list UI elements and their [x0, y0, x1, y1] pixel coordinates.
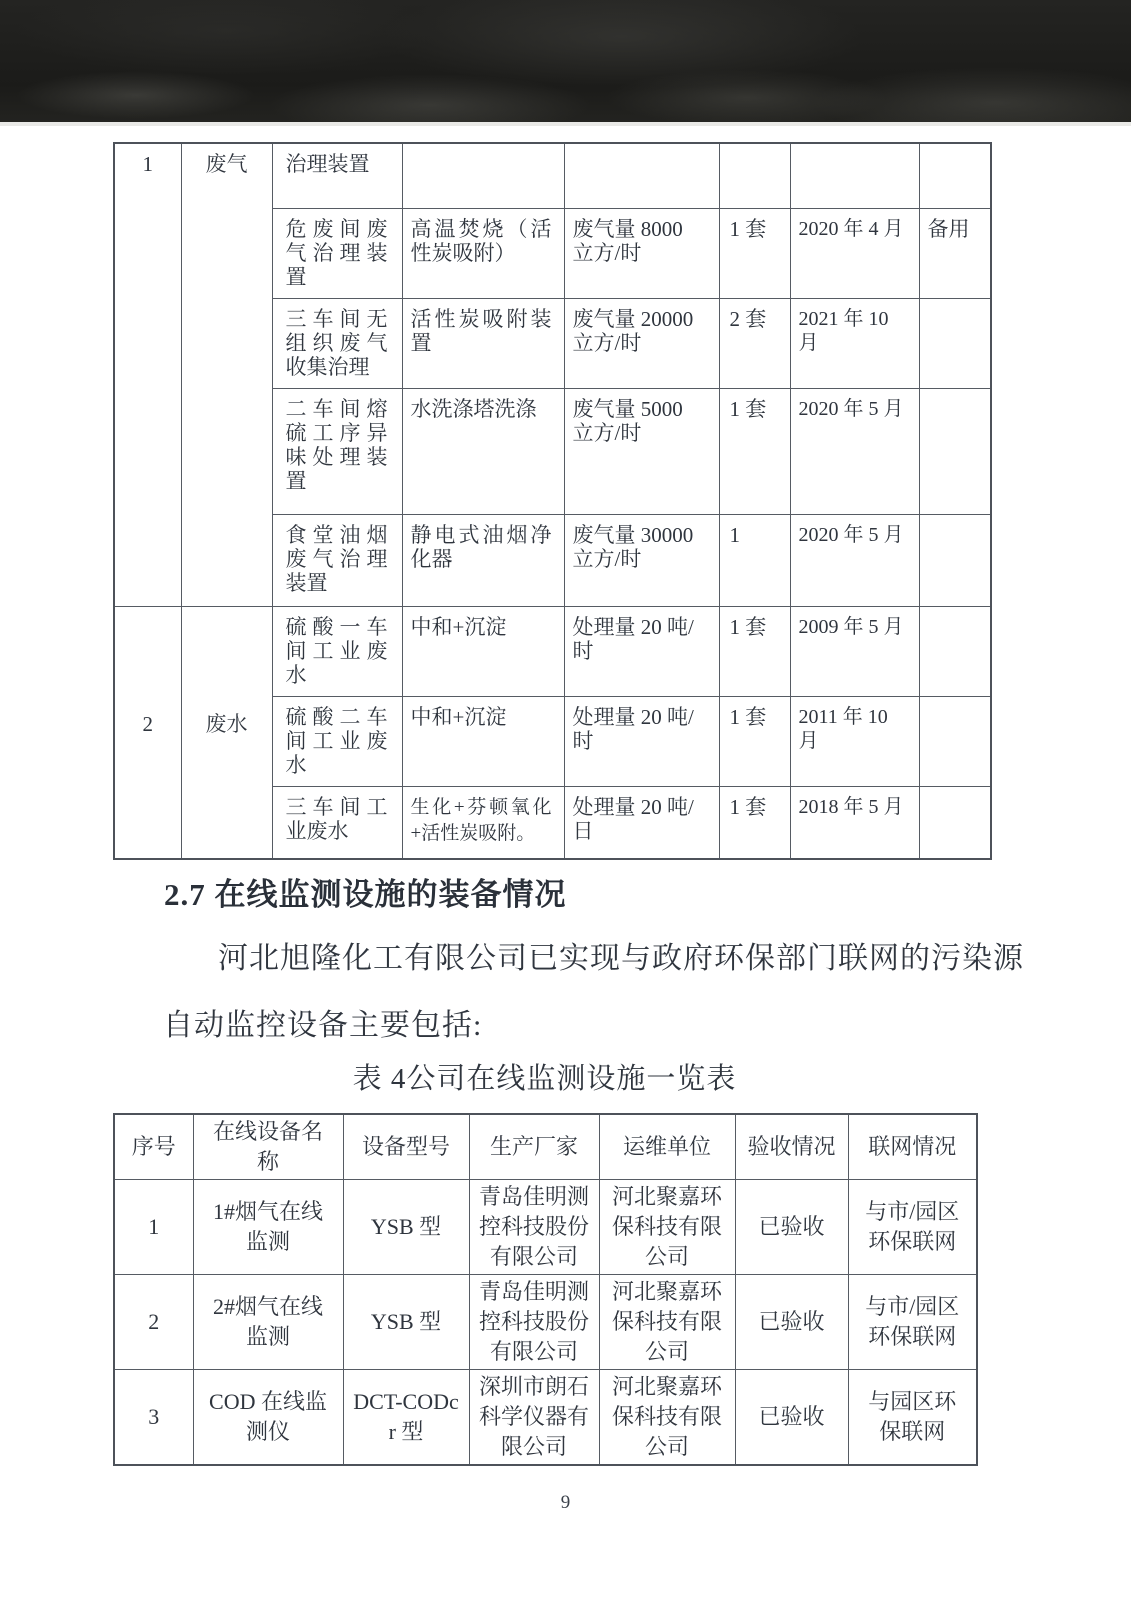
table-header-row [114, 1114, 977, 1180]
table-cell: 硫酸一车间工业废水 [272, 606, 402, 696]
table-cell: 1#烟气在线监测 [193, 1180, 343, 1275]
table-cell: 2021 年 10 月 [790, 298, 919, 388]
table-cell: 硫酸二车间工业废水 [272, 696, 402, 786]
table-cell: 三车间无组织废气收集治理 [272, 298, 402, 388]
column-header: 生产厂家 [469, 1114, 599, 1180]
table-cell: 2020 年 5 月 [790, 514, 919, 606]
table-cell: 废气量 8000 立方/时 [564, 208, 719, 298]
table-cell: 活性炭吸附装置 [402, 298, 564, 388]
table-cell [402, 143, 564, 208]
table-cell [790, 143, 919, 208]
online-monitoring-table [113, 1113, 978, 1466]
table-cell: 高温焚烧（活性炭吸附） [402, 208, 564, 298]
table-cell: 1 [114, 1180, 193, 1275]
table-cell: 2 [114, 606, 181, 859]
table-cell: DCT-CODcr 型 [343, 1370, 469, 1466]
table-cell: 静电式油烟净化器 [402, 514, 564, 606]
paragraph-line-1: 河北旭隆化工有限公司已实现与政府环保部门联网的污染源 [218, 942, 1024, 975]
column-header: 运维单位 [599, 1114, 735, 1180]
table-cell: 1 套 [719, 208, 790, 298]
table-cell: 已验收 [735, 1275, 848, 1370]
column-header: 设备型号 [343, 1114, 469, 1180]
column-header: 在线设备名称 [193, 1114, 343, 1180]
table-caption: 表 4公司在线监测设施一览表 [352, 1063, 737, 1095]
table-cell: 2#烟气在线监测 [193, 1275, 343, 1370]
table-cell: 废水 [181, 606, 272, 859]
section-heading: 2.7 在线监测设施的装备情况 [164, 877, 567, 912]
table-row [114, 606, 991, 696]
table-cell: YSB 型 [343, 1180, 469, 1275]
table-row [114, 1370, 977, 1466]
table-cell: 废气 [181, 143, 272, 606]
scan-artifact-band [0, 0, 1131, 122]
table-cell: YSB 型 [343, 1275, 469, 1370]
table-cell [564, 143, 719, 208]
table-cell: 中和+沉淀 [402, 696, 564, 786]
paragraph-line-2: 自动监控设备主要包括: [163, 1009, 483, 1042]
table-cell [919, 143, 991, 208]
table-cell [719, 143, 790, 208]
table-cell: 2009 年 5 月 [790, 606, 919, 696]
table-cell: 2011 年 10 月 [790, 696, 919, 786]
table-cell: 水洗涤塔洗涤 [402, 388, 564, 514]
table-row [114, 1275, 977, 1370]
table-cell: 3 [114, 1370, 193, 1466]
column-header: 验收情况 [735, 1114, 848, 1180]
column-header: 联网情况 [848, 1114, 977, 1180]
table-cell: 青岛佳明测控科技股份有限公司 [469, 1275, 599, 1370]
table-cell: 1 [719, 514, 790, 606]
table-cell: 处理量 20 吨/时 [564, 606, 719, 696]
table-cell: 河北聚嘉环保科技有限公司 [599, 1180, 735, 1275]
table-cell: 2020 年 5 月 [790, 388, 919, 514]
table-cell [919, 696, 991, 786]
table-cell: 废气量 30000 立方/时 [564, 514, 719, 606]
table-cell: 2 套 [719, 298, 790, 388]
table-cell: 河北聚嘉环保科技有限公司 [599, 1370, 735, 1466]
table-cell: 深圳市朗石科学仪器有限公司 [469, 1370, 599, 1466]
table-cell: 与市/园区环保联网 [848, 1180, 977, 1275]
table-cell: 1 套 [719, 606, 790, 696]
table-cell: 食堂油烟废气治理装置 [272, 514, 402, 606]
table-row [114, 143, 991, 208]
table-cell: 1 [114, 143, 181, 606]
table-cell: 河北聚嘉环保科技有限公司 [599, 1275, 735, 1370]
table-cell: 中和+沉淀 [402, 606, 564, 696]
table-cell: 处理量 20 吨/时 [564, 696, 719, 786]
table-cell: 二车间熔硫工序异味处理装置 [272, 388, 402, 514]
table-cell: 已验收 [735, 1370, 848, 1466]
table-cell: 生化+芬顿氧化+活性炭吸附。 [402, 786, 564, 859]
page-number: 9 [560, 1492, 571, 1513]
treatment-facilities-table [113, 142, 992, 860]
table-cell: 1 套 [719, 696, 790, 786]
table-cell [919, 388, 991, 514]
table-cell: 已验收 [735, 1180, 848, 1275]
table-cell: 废气量 5000 立方/时 [564, 388, 719, 514]
table-row [114, 1180, 977, 1275]
table-cell [919, 514, 991, 606]
column-header: 序号 [114, 1114, 193, 1180]
table-cell: 2 [114, 1275, 193, 1370]
table-cell: 三车间工业废水 [272, 786, 402, 859]
table-cell: 2020 年 4 月 [790, 208, 919, 298]
table-cell: 危废间废气治理装置 [272, 208, 402, 298]
table-cell [919, 786, 991, 859]
table-cell [919, 606, 991, 696]
table-cell: 备用 [919, 208, 991, 298]
table-cell: 青岛佳明测控科技股份有限公司 [469, 1180, 599, 1275]
table-cell: 2018 年 5 月 [790, 786, 919, 859]
table-cell: 1 套 [719, 388, 790, 514]
table-cell: 处理量 20 吨/日 [564, 786, 719, 859]
table-cell: 治理装置 [272, 143, 402, 208]
table-cell: 与园区环保联网 [848, 1370, 977, 1466]
table-cell: 废气量 20000 立方/时 [564, 298, 719, 388]
table-cell: 与市/园区环保联网 [848, 1275, 977, 1370]
table-cell: 1 套 [719, 786, 790, 859]
table-cell: COD 在线监测仪 [193, 1370, 343, 1466]
table-cell [919, 298, 991, 388]
